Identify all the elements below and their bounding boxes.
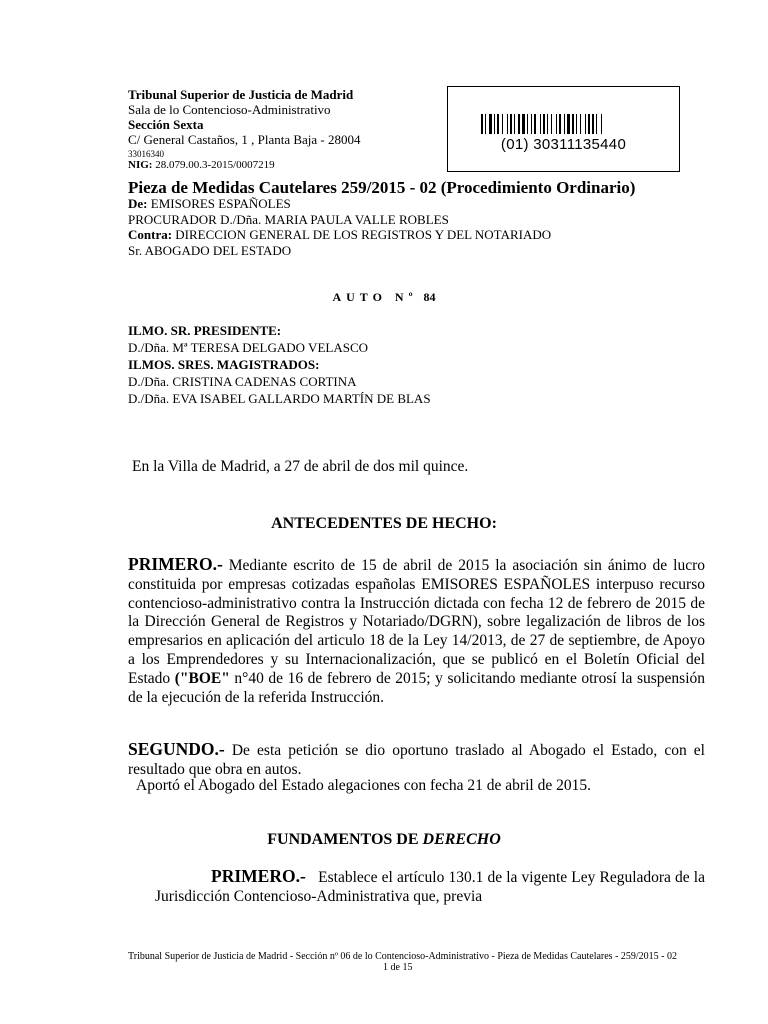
auto-number: 84 xyxy=(423,290,436,304)
magistrates-title: ILMOS. SRES. MAGISTRADOS: xyxy=(128,357,320,372)
nig-value: 28.079.00.3-2015/0007219 xyxy=(152,159,275,171)
case-title: Pieza de Medidas Cautelares 259/2015 - 02 (Procedimiento Ordinario) xyxy=(128,178,636,197)
abogado-line: Sr. ABOGADO DEL ESTADO xyxy=(128,243,292,258)
de-label: De: xyxy=(128,196,148,211)
court-name: Tribunal Superior de Justicia de Madrid xyxy=(128,87,354,102)
contra-label: Contra: xyxy=(128,227,173,242)
primero-label: PRIMERO.- xyxy=(128,554,223,574)
antecedentes-heading: ANTECEDENTES DE HECHO: xyxy=(271,515,497,532)
nig-line xyxy=(128,159,275,171)
segundo-text-2: Aportó el Abogado del Estado alegaciones con fecha 21 de abril de 2015. xyxy=(136,777,591,794)
primero-boe: ("BOE" xyxy=(174,669,230,687)
court-address: C/ General Castaños, 1 , Planta Baja - 28004 xyxy=(128,132,361,147)
section-name: Sección Sexta xyxy=(128,117,204,132)
magistrate-2: D./Dña. EVA ISABEL GALLARDO MARTÍN DE BLAS xyxy=(128,391,431,406)
magistrate-1: D./Dña. CRISTINA CADENAS CORTINA xyxy=(128,374,357,389)
footer-line: Tribunal Superior de Justicia de Madrid - Sección nº 06 de lo Contencioso-Administrativo - Pieza de Medidas Cautelares - 259/2015 - 02 xyxy=(128,951,678,962)
de-value: EMISORES ESPAÑOLES xyxy=(147,196,291,211)
fund-primero-label: PRIMERO.- xyxy=(211,866,306,886)
contra-value: DIRECCION GENERAL DE LOS REGISTROS Y DEL NOTARIADO xyxy=(172,227,552,242)
fundamentos-heading-a: FUNDAMENTOS DE xyxy=(267,831,423,848)
fundamentos-heading xyxy=(0,831,768,849)
defendant-line xyxy=(128,227,551,242)
fund-primero-text: Establece el artículo 130.1 de la vigente Ley Reguladora de la Jurisdicción Contencioso-Administrativa que, previa xyxy=(155,869,705,905)
barcode-icon xyxy=(481,114,651,134)
plaintiff-line xyxy=(128,196,291,211)
segundo-label: SEGUNDO.- xyxy=(128,739,225,759)
segundo-text: De esta petición se dio oportuno traslado al Abogado el Estado, con el resultado que obra en autos. xyxy=(128,742,705,778)
barcode-box xyxy=(447,86,680,172)
page-number: 1 de 15 xyxy=(383,962,413,973)
antecedentes-segundo xyxy=(128,740,705,780)
auto-number-line xyxy=(0,290,768,305)
president-title: ILMO. SR. PRESIDENTE: xyxy=(128,323,282,338)
page-footer xyxy=(128,951,705,973)
place-date: En la Villa de Madrid, a 27 de abril de dos mil quince. xyxy=(132,458,469,475)
nig-label: NIG: xyxy=(128,159,153,171)
auto-label: AUTO Nº xyxy=(332,290,418,304)
fundamentos-heading-b: DERECHO xyxy=(422,831,501,848)
primero-text-2: n°40 de 16 de febrero de 2015; y solicitando mediante otrosí la suspensión de la ejecución de la referida Instrucción. xyxy=(128,669,705,706)
procurador-line: PROCURADOR D./Dña. MARIA PAULA VALLE ROBLES xyxy=(128,212,449,227)
antecedentes-primero xyxy=(128,555,705,707)
president-name: D./Dña. Mª TERESA DELGADO VELASCO xyxy=(128,340,368,355)
primero-text-1: Mediante escrito de 15 de abril de 2015 la asociación sin ánimo de lucro constituida por empresas cotizadas españolas EMISORES ESPAÑOLES interpuso recurso contencioso-administrativo contra la Instrucción dictada con fecha 12 de febrero de 2015 de la Dirección General de Registros y Notariado/DGRN), sobre legalización de libros de los empresarios en aplicación del articulo 18 de la Ley 14/2013, de 27 de septiembre, de Apoyo a los Emprendedores y su Internacionalización, que se publicó en el Boletín Oficial del Estado xyxy=(128,557,705,687)
chamber-name: Sala de lo Contencioso-Administrativo xyxy=(128,102,331,117)
court-code: 33016340 xyxy=(128,149,164,159)
fundamentos-primero xyxy=(155,867,705,907)
barcode-number: (01) 30311135440 xyxy=(500,136,627,153)
